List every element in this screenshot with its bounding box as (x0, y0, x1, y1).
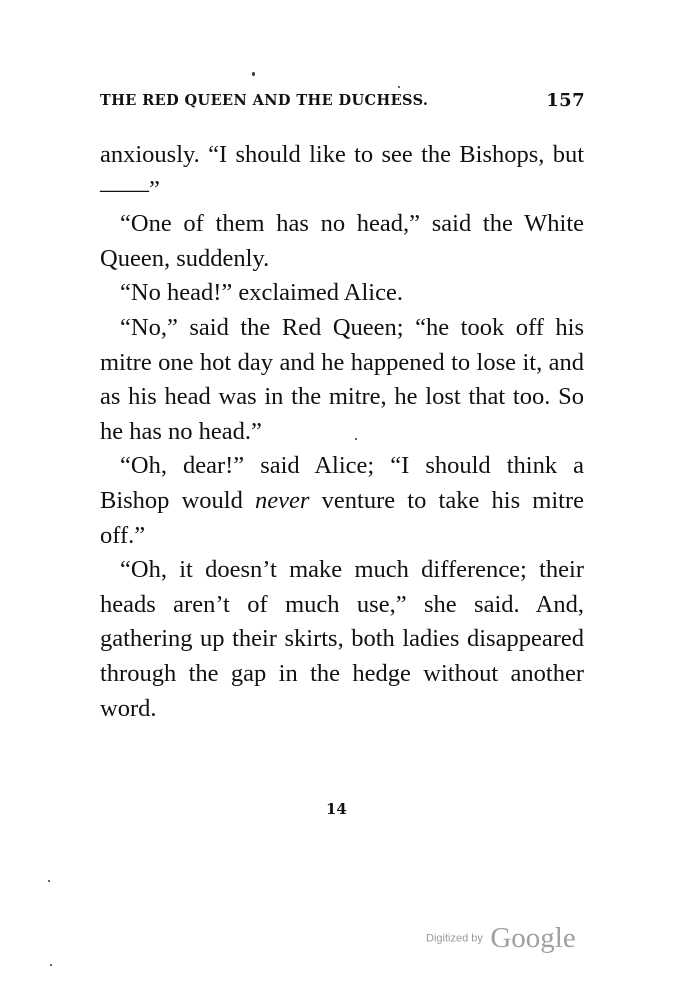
page-number: 157 (546, 90, 585, 111)
print-speck (252, 72, 255, 76)
body-text (100, 138, 584, 726)
print-speck (48, 880, 50, 882)
google-logo: Google (490, 922, 576, 954)
print-speck (355, 438, 357, 440)
emphasis-never: never (255, 486, 310, 514)
digitized-watermark (426, 922, 576, 955)
print-speck (398, 86, 400, 88)
running-title: THE RED QUEEN AND THE DUCHESS. (100, 92, 429, 109)
paragraph-5-start: “Oh, dear!” said Alice; “I should think a Bishop would (100, 452, 584, 514)
paragraph-5-end: venture to take his mitre off.” (100, 486, 584, 549)
paragraph-4: “No,” said the Red Queen; “he took off his mitre one hot day and he happened to lose it, and as his head was in the mitre, he lost that too. So he has no head.” (100, 313, 584, 445)
paragraph-5 (100, 449, 584, 553)
paragraph-3: “No head!” exclaimed Alice. (120, 279, 403, 307)
signature-mark: 14 (326, 800, 347, 818)
print-speck (50, 964, 52, 966)
paragraph-2: “One of them has no head,” said the White Queen, suddenly. (100, 210, 584, 272)
paragraph-6: “Oh, it doesn’t make much difference; their heads aren’t of much use,” she said. And, gathering up their skirts, both ladies disappeared through the gap in the hedge without another word. (100, 556, 584, 722)
paragraph-1: anxiously. “I should like to see the Bishops, but——” (100, 141, 584, 203)
watermark-prefix: Digitized by (426, 932, 483, 945)
